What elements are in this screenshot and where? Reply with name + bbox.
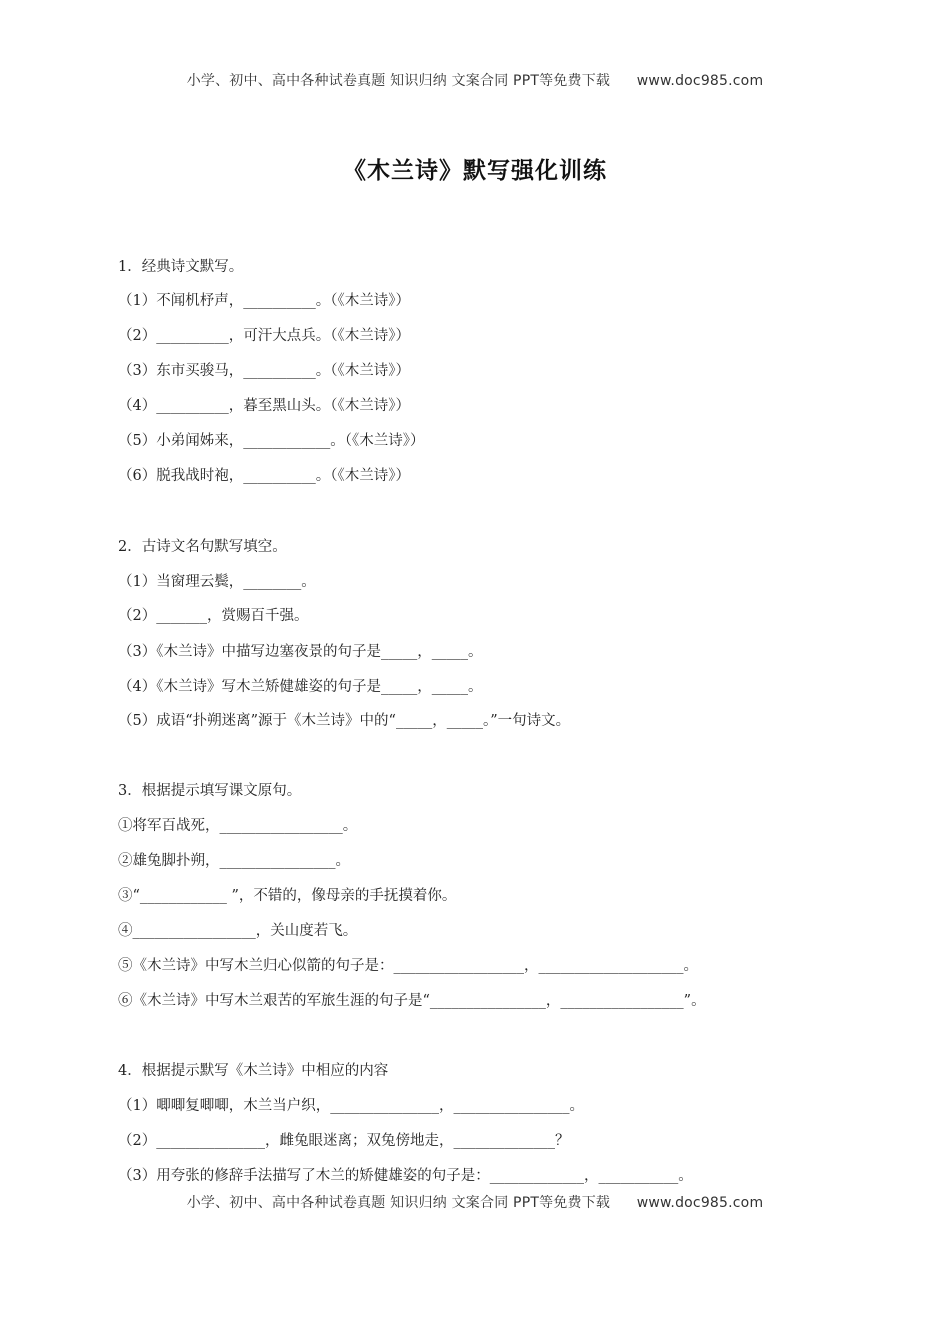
section-3-heading: 3．根据提示填写课文原句。	[118, 783, 302, 799]
page-footer	[0, 1192, 950, 1212]
section-1-heading: 1．经典诗文默写。	[118, 259, 244, 275]
footer-site-link[interactable]: www.doc985.com	[636, 1195, 764, 1211]
section-2-item: （2）_______，赏赐百千强。	[118, 608, 309, 624]
section-1-item: （3）东市买骏马，__________。（《木兰诗》）	[118, 363, 410, 379]
header-text: 小学、初中、高中各种试卷真题 知识归纳 文案合同 PPT等免费下载	[186, 73, 611, 89]
page-title: 《木兰诗》默写强化训练	[343, 158, 607, 184]
section-2-item: （1）当窗理云鬓，________。	[118, 574, 316, 590]
section-4-item: （2）_______________，雌兔眼迷离；双兔傍地走，______________？	[118, 1133, 570, 1149]
section-2-item: （5）成语“扑朔迷离”源于《木兰诗》中的“_____，_____。”一句诗文。	[118, 713, 571, 729]
section-2-item: （4）《木兰诗》写木兰矫健雄姿的句子是_____，_____。	[118, 679, 483, 695]
section-4-item: （3）用夸张的修辞手法描写了木兰的矫健雄姿的句子是：_____________，___________。	[118, 1168, 693, 1184]
section-1-item: （2）__________，可汗大点兵。（《木兰诗》）	[118, 328, 410, 344]
section-3-item: ②雄兔脚扑朔，________________。	[118, 853, 350, 869]
section-4-item: （1）唧唧复唧唧，木兰当户织，_______________，________________。	[118, 1098, 584, 1114]
section-3-item: ⑤《木兰诗》中写木兰归心似箭的句子是：__________________，____________________。	[118, 958, 698, 974]
section-1-item: （1）不闻机杼声，__________。（《木兰诗》）	[118, 293, 410, 309]
section-1-item: （6）脱我战时袍，__________。（《木兰诗》）	[118, 468, 410, 484]
section-3-item: ③“____________ ”，不错的，像母亲的手抚摸着你。	[118, 888, 457, 904]
footer-text: 小学、初中、高中各种试卷真题 知识归纳 文案合同 PPT等免费下载	[186, 1195, 611, 1211]
page-header	[0, 70, 950, 90]
section-2-heading: 2．古诗文名句默写填空。	[118, 539, 287, 555]
section-1-item: （4）__________，暮至黑山头。（《木兰诗》）	[118, 398, 410, 414]
section-2-item: （3）《木兰诗》中描写边塞夜景的句子是_____，_____。	[118, 644, 483, 660]
section-3-item: ④_________________，关山度若飞。	[118, 923, 358, 939]
section-3-item: ⑥《木兰诗》中写木兰艰苦的军旅生涯的句子是“________________，_________________”。	[118, 993, 706, 1009]
section-4-heading: 4．根据提示默写《木兰诗》中相应的内容	[118, 1063, 389, 1079]
header-site-link[interactable]: www.doc985.com	[636, 73, 764, 89]
section-3-item: ①将军百战死，_________________。	[118, 818, 358, 834]
section-1-item: （5）小弟闻姊来，____________。（《木兰诗》）	[118, 433, 425, 449]
